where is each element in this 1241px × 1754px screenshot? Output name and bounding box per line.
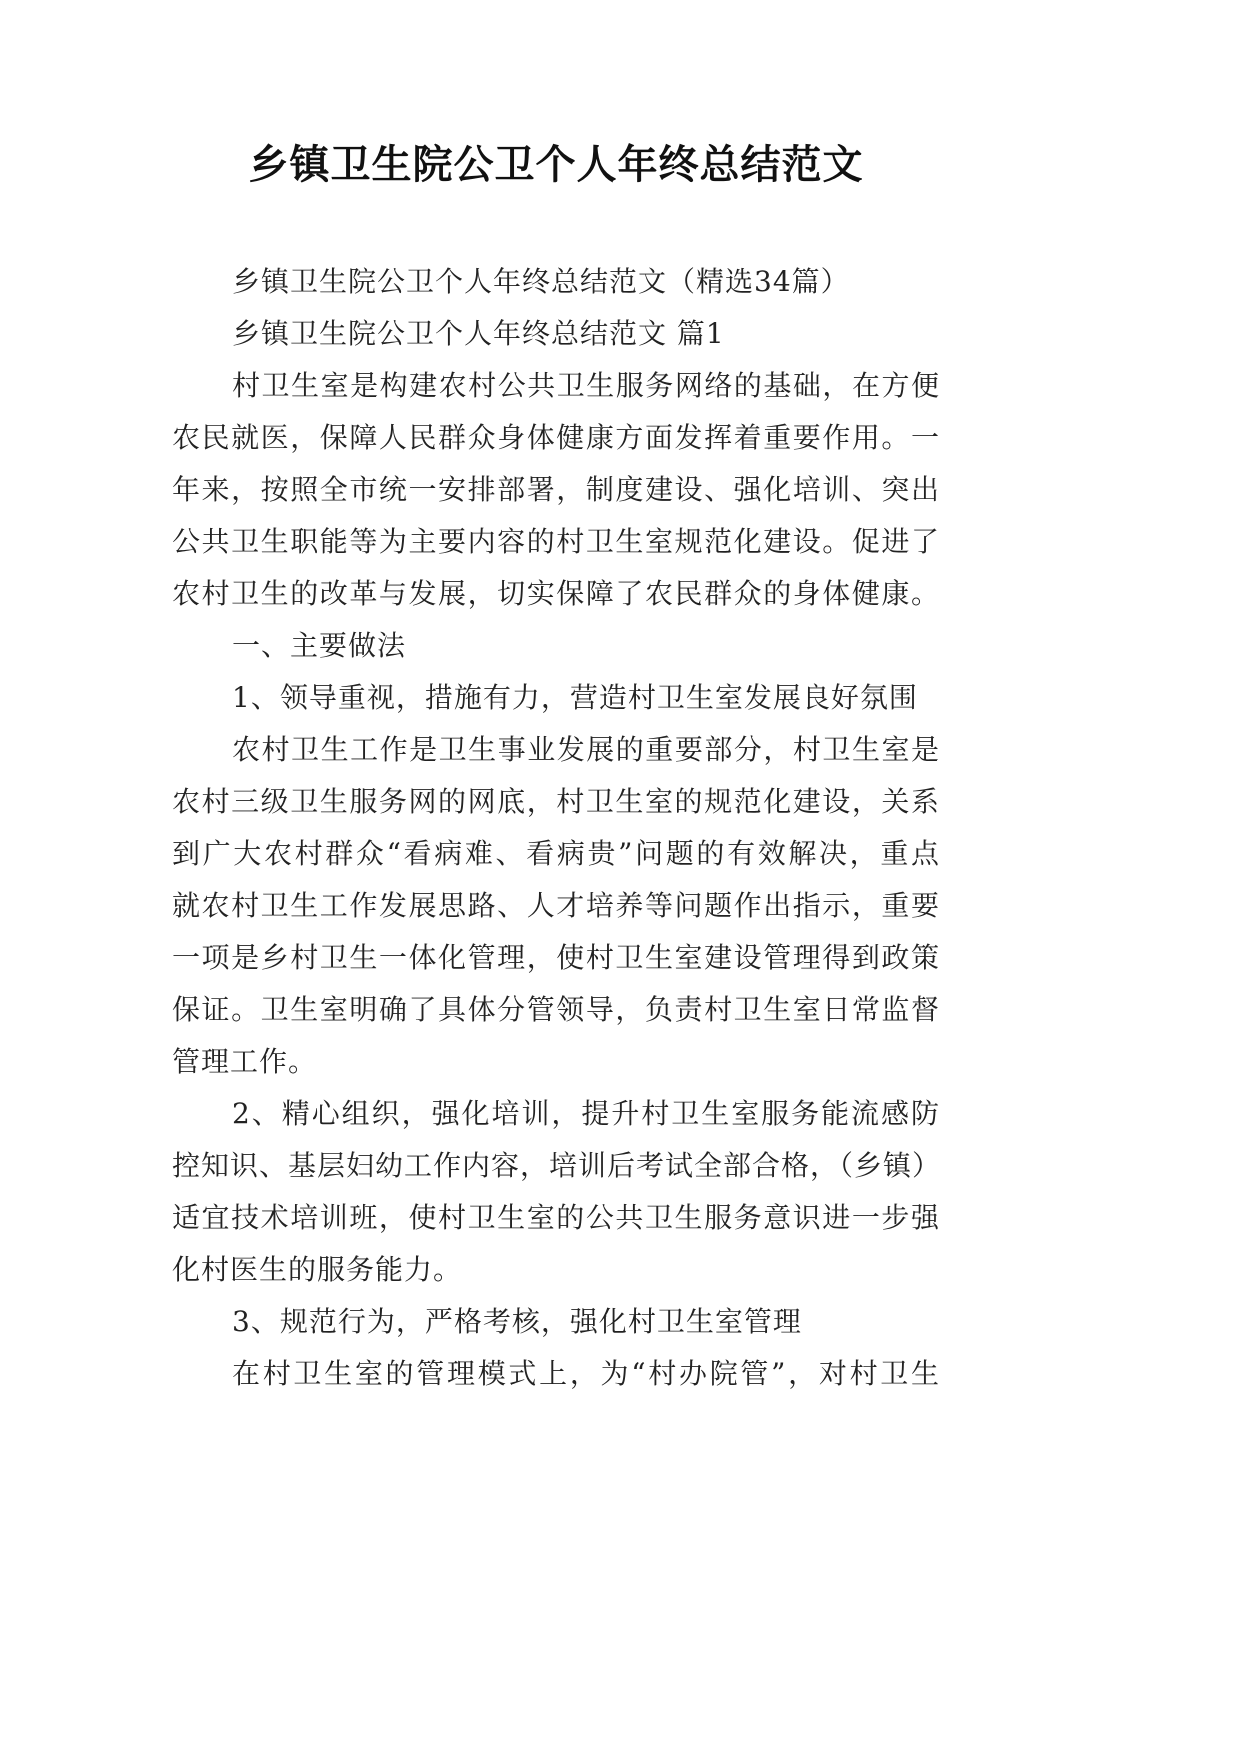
text-line: 3、规范行为，严格考核，强化村卫生室管理 [232, 1305, 802, 1338]
text-line: 乡镇卫生院公卫个人年终总结范文（精选34篇） [232, 265, 850, 298]
paragraph-subtitle [172, 256, 940, 308]
text-line: 保证。卫生室明确了具体分管领导，负责村卫生室日常监督 [172, 993, 940, 1026]
text-line: 适宜技术培训班，使村卫生室的公共卫生服务意识进一步强 [172, 1201, 940, 1234]
text-line: 在村卫生室的管理模式上，为“村办院管”，对村卫生 [232, 1357, 940, 1390]
subsection-heading [172, 1296, 940, 1348]
document-body [172, 256, 940, 1400]
text-line: 一、主要做法 [232, 629, 407, 662]
text-line: 农村卫生的改革与发展，切实保障了农民群众的身体健康。 [172, 577, 940, 610]
text-line: 乡镇卫生院公卫个人年终总结范文 篇1 [232, 317, 725, 350]
text-line: 年来，按照全市统一安排部署，制度建设、强化培训、突出 [172, 473, 940, 506]
text-line: 化村医生的服务能力。 [172, 1253, 463, 1286]
paragraph [172, 1088, 940, 1296]
paragraph [172, 360, 940, 620]
text-line: 1、领导重视，措施有力，营造村卫生室发展良好氛围 [232, 681, 918, 714]
paragraph [172, 1348, 940, 1400]
document-title: 乡镇卫生院公卫个人年终总结范文 [248, 141, 864, 188]
section-heading [172, 620, 940, 672]
text-line: 就农村卫生工作发展思路、人才培养等问题作出指示，重要 [172, 889, 940, 922]
paragraph [172, 724, 940, 1088]
subsection-heading [172, 672, 940, 724]
text-line: 农村三级卫生服务网的网底，村卫生室的规范化建设，关系 [172, 785, 940, 818]
text-line: 管理工作。 [172, 1045, 318, 1078]
text-line: 2、精心组织，强化培训，提升村卫生室服务能流感防 [232, 1097, 940, 1130]
text-line: 到广大农村群众“看病难、看病贵”问题的有效解决，重点 [172, 837, 940, 870]
text-line: 村卫生室是构建农村公共卫生服务网络的基础，在方便 [232, 369, 940, 402]
text-line: 农民就医，保障人民群众身体健康方面发挥着重要作用。一 [172, 421, 940, 454]
text-line: 一项是乡村卫生一体化管理，使村卫生室建设管理得到政策 [172, 941, 940, 974]
text-line: 控知识、基层妇幼工作内容，培训后考试全部合格，（乡镇） [172, 1149, 942, 1182]
text-line: 农村卫生工作是卫生事业发展的重要部分，村卫生室是 [232, 733, 940, 766]
paragraph-heading [172, 308, 940, 360]
text-line: 公共卫生职能等为主要内容的村卫生室规范化建设。促进了 [172, 525, 940, 558]
